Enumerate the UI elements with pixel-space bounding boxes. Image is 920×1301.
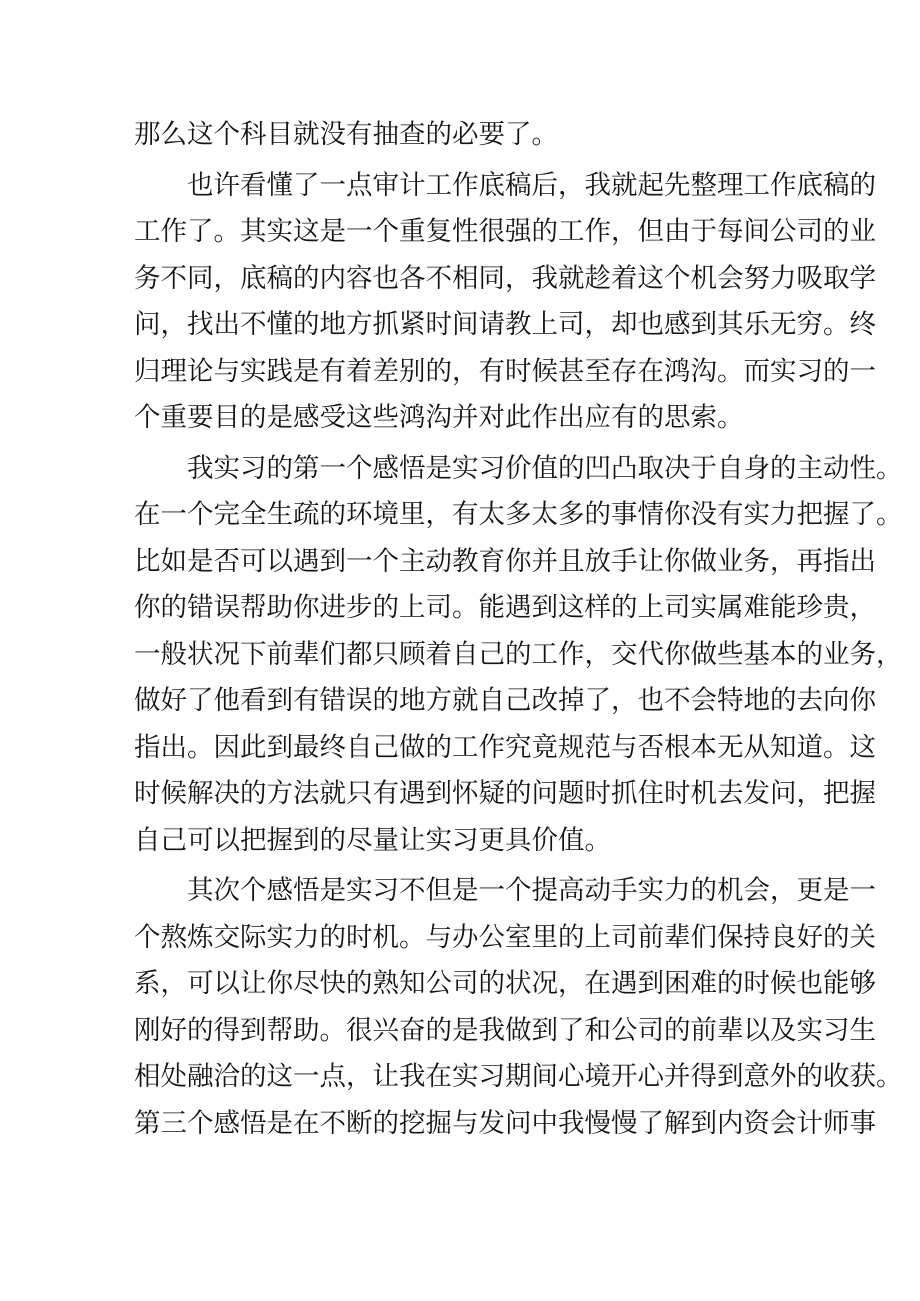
text-line: 也许看懂了一点审计工作底稿后，我就起先整理工作底稿的	[187, 169, 876, 201]
document-body	[134, 112, 903, 1147]
text-line: 系，可以让你尽快的熟知公司的状况，在遇到困难的时候也能够	[134, 968, 876, 999]
text-line: 那么这个科目就没有抽查的必要了。	[134, 119, 558, 150]
text-line: 做好了他看到有错误的地方就自己改掉了，也不会特地的去向你	[134, 685, 876, 716]
text-line: 指出。因此到最终自己做的工作究竟规范与否根本无从知道。这	[134, 731, 876, 763]
paragraph-3	[134, 446, 903, 865]
text-line: 其次个感悟是实习不但是一个提高动手实力的机会，更是一	[187, 875, 876, 906]
text-line: 第三个感悟是在不断的挖掘与发问中我慢慢了解到内资会计师事	[134, 1107, 876, 1139]
paragraph-1	[134, 112, 794, 159]
paragraph-2	[134, 163, 876, 442]
text-line: 在一个完全生疏的环境里，有太多太多的事情你没有实力把握了。	[134, 499, 903, 530]
text-line: 问，找出不懂的地方抓紧时间请教上司，却也感到其乐无穷。终	[134, 309, 876, 340]
paragraph-4	[134, 868, 903, 1147]
text-line: 自己可以把握到的尽量让实习更具价值。	[134, 824, 611, 856]
text-line: 工作了。其实这是一个重复性很强的工作，但由于每间公司的业	[134, 216, 876, 247]
text-line: 个重要目的是感受这些鸿沟并对此作出应有的思索。	[134, 402, 744, 433]
text-line: 比如是否可以遇到一个主动教育你并且放手让你做业务，再指出	[134, 545, 876, 577]
text-line: 归理论与实践是有着差别的，有时候甚至存在鸿沟。而实习的一	[134, 355, 876, 387]
text-line: 务不同，底稿的内容也各不相同，我就趁着这个机会努力吸取学	[134, 262, 876, 294]
text-line: 我实习的第一个感悟是实习价值的凹凸取决于自身的主动性。	[187, 452, 903, 484]
text-line: 相处融洽的这一点，让我在实习期间心境开心并得到意外的收获。	[134, 1061, 903, 1092]
text-line: 你的错误帮助你进步的上司。能遇到这样的上司实属难能珍贵，	[134, 592, 876, 623]
text-line: 个熬炼交际实力的时机。与办公室里的上司前辈们保持良好的关	[134, 921, 876, 953]
text-line: 一般状况下前辈们都只顾着自己的工作，交代你做些基本的业务，	[134, 638, 903, 670]
text-line: 时候解决的方法就只有遇到怀疑的问题时抓住时机去发问，把握	[134, 778, 876, 809]
text-line: 刚好的得到帮助。很兴奋的是我做到了和公司的前辈以及实习生	[134, 1014, 876, 1046]
